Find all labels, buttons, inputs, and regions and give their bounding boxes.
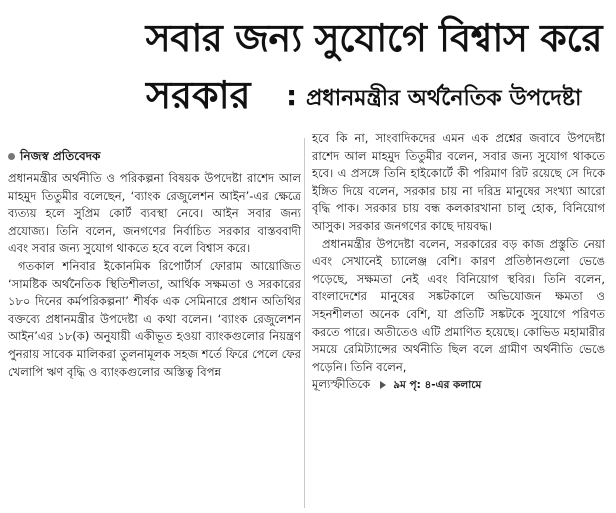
headline-line-1: সবার জন্য সুযোগে বিশ্বাস করে <box>145 16 602 60</box>
headline-line-2: সরকার <box>146 73 251 117</box>
continuation-line <box>312 376 605 395</box>
byline-row <box>8 146 298 166</box>
jump-reference[interactable]: ৯ম পৃ: ৪-এর কলামে <box>393 379 482 392</box>
headline-colon: : <box>286 79 298 112</box>
paragraph: প্রধানমন্ত্রীর উপদেষ্টা বলেন, সরকারের বড় কাজ প্রস্তুতি নেয়া এবং সেখানেই চ্যালেঞ্জ বেশি। কারণ প্রতিষ্ঠানগুলো ভেঙে পড়েছে, সক্ষমতা নেই এবং বিনিয়োগ স্থবির। তিনি বলেন, বাংলাদেশের মানুষের সঙ্কটকালে অভিযোজন ক্ষমতা ও সহনশীলতা অনেক বেশি, যা প্রতিটি সঙ্কটকে সুযোগে পরিণত করতে পারে। অতীতেও এটি প্রমাণিত হয়েছে। কোভিড মহামারীর সময়ে রেমিট্যান্সের অর্থনীতি ছিল বলে গ্রামীণ অর্থনীতি ভেঙে পড়েনি। তিনি বলেন, <box>312 236 605 374</box>
last-line-text: মূল্যস্ফীতিকে <box>312 377 371 392</box>
column-divider <box>304 138 305 508</box>
right-column <box>312 130 605 395</box>
triangle-icon <box>380 381 386 389</box>
paragraph: হবে কি না, সাংবাদিকদের এমন এক প্রশ্নের জবাবে উপদেষ্টা রাশেদ আল মাহমুদ তিতুমীর বলেন, সবার জন্য সুযোগ থাকতে হবে। এ প্রসঙ্গে তিনি হাইকোর্টে কী পরিমাণ রিট রয়েছে সে দিকে ইঙ্গিত দিয়ে বলেন, সরকার চায় না দরিদ্র মানুষের সংখ্যা আরো বৃদ্ধি পাক। সরকার চায় বন্ধ কলকারখানা চালু হোক, বিনিয়োগ আসুক। সরকার জনগণের কাছে দায়বদ্ধ। <box>312 131 605 233</box>
byline: নিজস্ব প্রতিবেদক <box>20 149 101 163</box>
bullet-icon <box>8 153 15 160</box>
paragraph: প্রধানমন্ত্রীর অর্থনীতি ও পরিকল্পনা বিষয়ক উপদেষ্টা রাশেদ আল মাহমুদ তিতুমীর বলেছেন, ‘ব্যাংক রেজুলেশন আইন’-এর ক্ষেত্রে ব্যত্যয় হলে সুপ্রিম কোর্ট ব্যবস্থা নেবে। আইন সবার জন্য প্রযোজ্য। তিনি বলেন, জনগণের নির্বাচিত সরকার বাস্তববাদী এবং সবার জন্য সুযোগ থাকতে হবে বলে বিশ্বাস করে। <box>8 171 301 256</box>
subheadline: প্রধানমন্ত্রীর অর্থনৈতিক উপদেষ্টা <box>306 86 582 111</box>
paragraph: গতকাল শনিবার ইকোনমিক রিপোর্টার্স ফোরাম আয়োজিত ‘সামষ্টিক অর্থনৈতিক স্থিতিশীলতা, আর্থিক সক্ষমতা ও সরকারের ১৮০ দিনের কর্মপরিকল্পনা’ শীর্ষক এক সেমিনারে প্রধান অতিথির বক্তব্যে প্রধানমন্ত্রীর উপদেষ্টা এ কথা বলেন। ‘ব্যাংক রেজুলেশন আইন’এর ১৮(ক) অনুযায়ী একীভূত হওয়া ব্যাংকগুলোর নিয়ন্ত্রণ পুনরায় সাবেক মালিকরা তুলনামূলক সহজ শর্তে ফিরে পেলে ফের খেলাপি ঋণ বৃদ্ধি ও ব্যাংকগুলোর অস্তিত্ব বিপন্ন <box>8 258 301 379</box>
left-column <box>8 170 301 381</box>
